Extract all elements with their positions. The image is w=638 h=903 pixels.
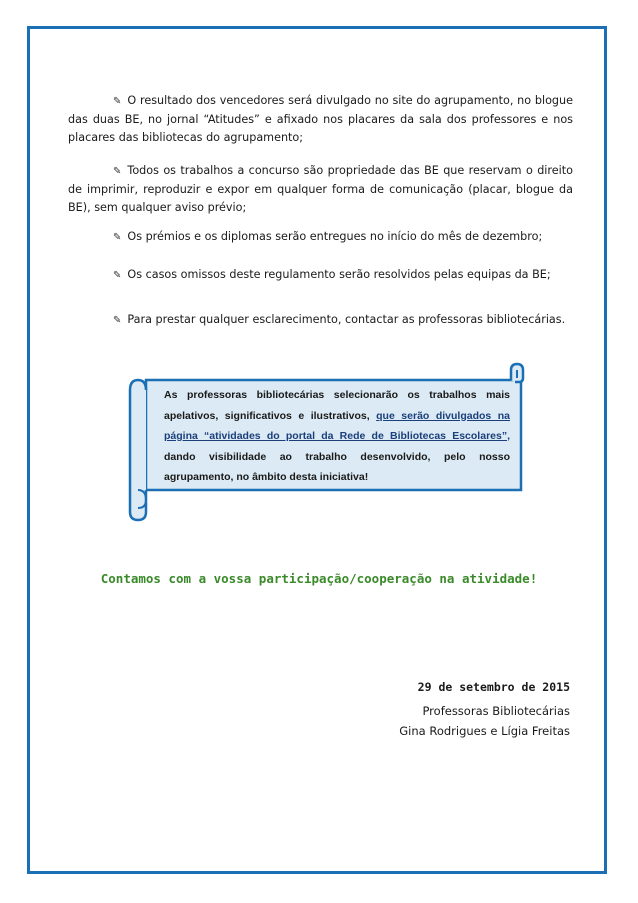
signature-names: Gina Rodrigues e Lígia Freitas xyxy=(399,724,570,738)
bullet-text: O resultado dos vencedores será divulgado no site do agrupamento, no blogue das duas BE, no jornal “Atitudes” e afixado nos placares da sala dos professores e nos placares das bibliotecas do agrupamento; xyxy=(68,94,573,144)
bullet-text: Todos os trabalhos a concurso são propriedade das BE que reservam o direito de imprimir, reproduzir e expor em qualquer forma de comunicação (placar, blogue da BE), sem qualquer aviso prévio; xyxy=(68,164,573,214)
bullet-text: Para prestar qualquer esclarecimento, contactar as professoras bibliotecárias. xyxy=(127,313,566,326)
closing-message: Contamos com a vossa participação/cooperação na atividade! xyxy=(100,571,538,586)
pencil-icon: ✎ xyxy=(113,270,122,281)
pencil-icon: ✎ xyxy=(113,96,122,107)
bullet-omissions xyxy=(68,266,573,285)
scroll-text-after: dando visibilidade ao trabalho desenvolvido, pelo nosso agrupamento, no âmbito desta iniciativa! xyxy=(164,450,510,483)
pencil-icon: ✎ xyxy=(113,166,122,177)
bullet-results-disclosure xyxy=(68,92,573,147)
signature-role: Professoras Bibliotecárias xyxy=(422,704,570,718)
bullet-contact xyxy=(68,311,573,330)
scroll-text xyxy=(164,385,510,488)
bullet-text: Os casos omissos deste regulamento serão resolvidos pelas equipas da BE; xyxy=(127,268,551,281)
bullet-ownership xyxy=(68,162,573,217)
pencil-icon: ✎ xyxy=(113,315,122,326)
pencil-icon: ✎ xyxy=(113,232,122,243)
bullet-text: Os prémios e os diplomas serão entregues no início do mês de dezembro; xyxy=(127,230,543,243)
scroll-text-underlined: que serão divulgados na página “atividades do portal da Rede de Bibliotecas Escolares”, xyxy=(164,409,510,442)
scroll-text-before: As professoras bibliotecárias selecionarão os trabalhos mais apelativos, significativos e ilustrativos, xyxy=(164,389,510,422)
bullet-prizes xyxy=(68,228,573,247)
signature-date: 29 de setembro de 2015 xyxy=(417,680,570,694)
